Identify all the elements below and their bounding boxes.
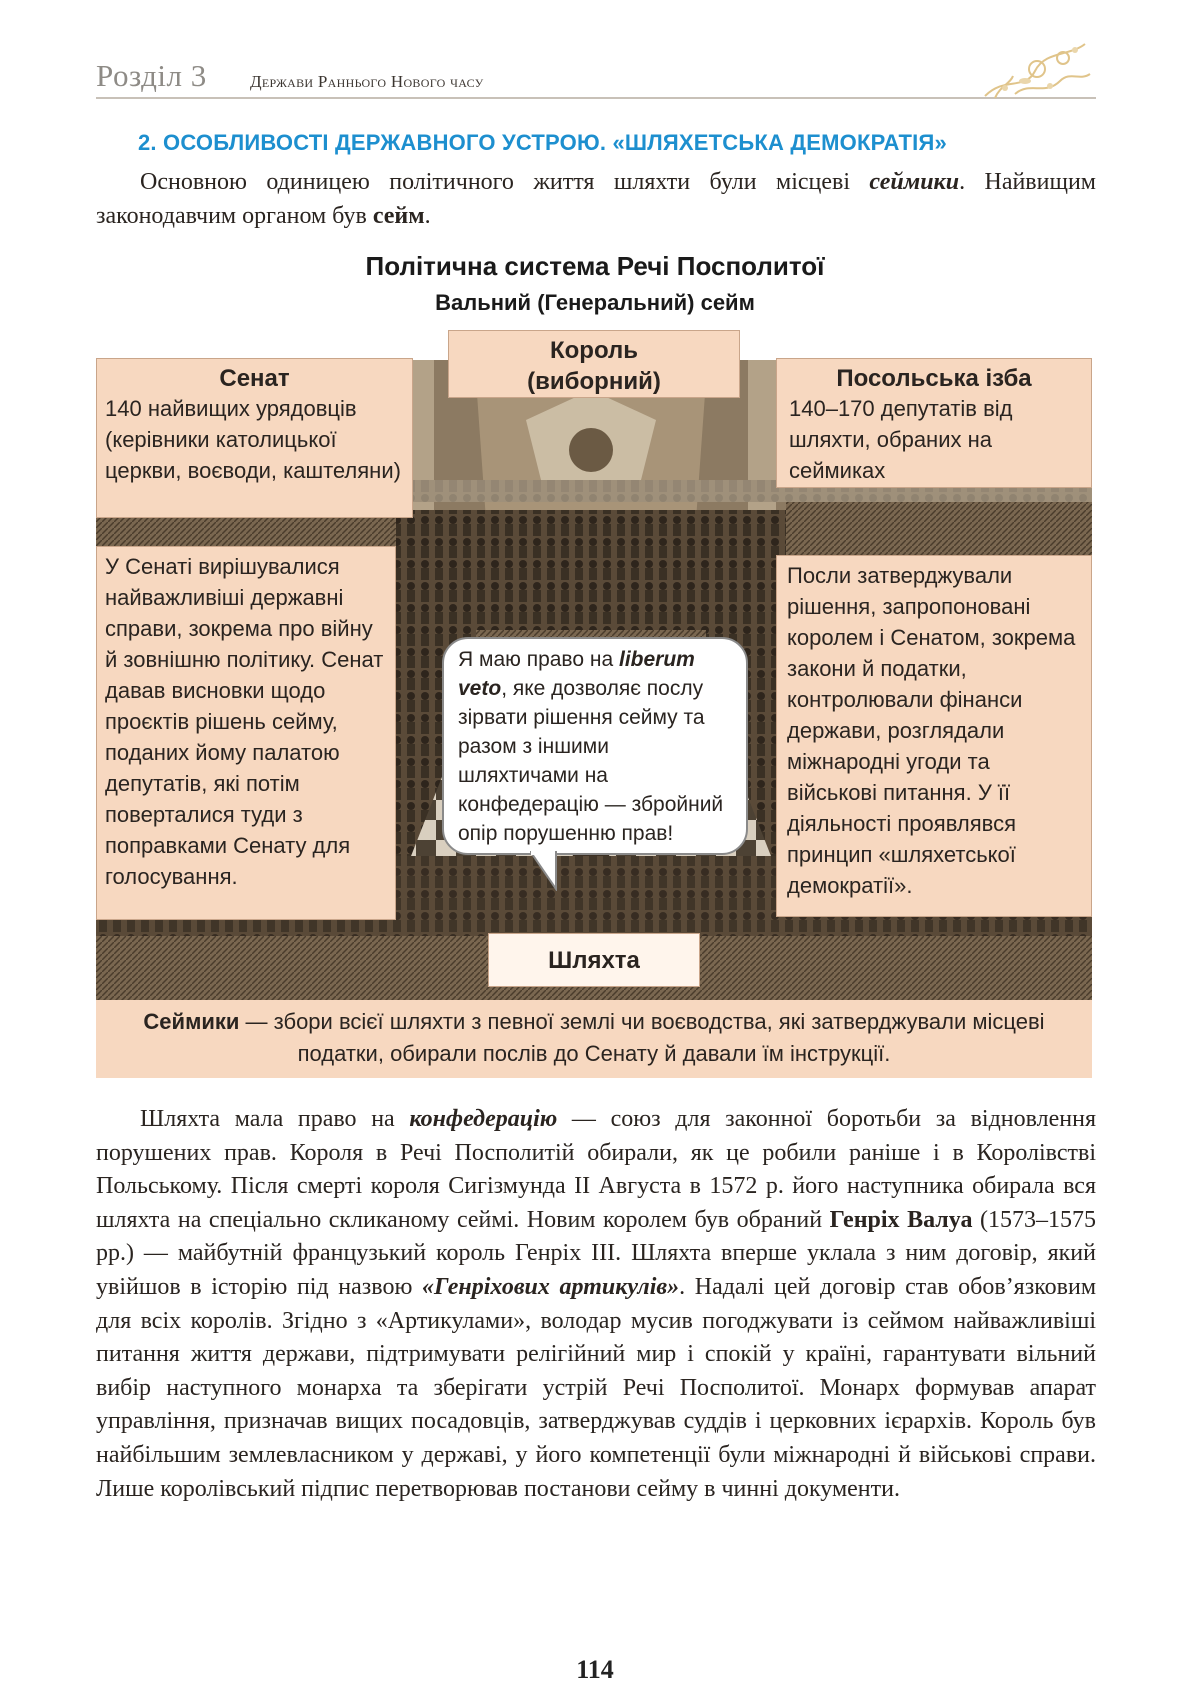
bubble-text: , яке дозволяє послу зірвати рішення сейму та разом з іншими шляхтичами на конфедерацію — збройний опір порушенню прав! xyxy=(458,677,724,845)
senate-box xyxy=(96,358,413,518)
intro-paragraph xyxy=(96,166,1096,233)
sejmiki-definition-box xyxy=(96,1000,1092,1078)
chapter-title: Держави Раннього Нового часу xyxy=(250,72,484,91)
term-henrician-articles: «Генріхових артикулів» xyxy=(422,1273,680,1300)
senate-description-box xyxy=(96,546,396,920)
embassy-title: Посольська ізба xyxy=(836,365,1032,392)
chapter-label: Розділ 3 xyxy=(96,58,207,93)
page-number: 114 xyxy=(576,1655,614,1684)
senate-composition: 140 найвищих урядовців (керівники католицької церкви, воєводи, каштеляни) xyxy=(105,396,401,483)
intro-text: . xyxy=(424,202,431,229)
sejmiki-term: Сеймики xyxy=(143,1009,240,1034)
body-text: — союз для законної боротьби за відновлення порушених прав. Короля в Речі Посполитій обирали, як це робили раніше і в Королівстві Польському. Після смерті короля Сигізмунда II Августа в 1572 р. його наступника обирала вся шляхта на спеціально скликаному сеймі. Новим королем був обраний xyxy=(96,1106,1096,1233)
king-title: Король xyxy=(549,337,639,364)
intro-text: . Найвищим законодавчим органом був xyxy=(96,169,1096,229)
sejmiki-definition xyxy=(106,1006,1082,1070)
king-subtitle: (виборний) xyxy=(527,368,661,395)
body-text: . Надалі цей договір став обов’язковим для всіх королів. Згідно з «Артикулами», володар мусив погоджувати із сеймом найважливіші питання життя держави, підтримувати релігійний мир і спокій у країні, гарантувати вільний вибір наступного монарха та зберігати устрій Речі Посполитої. Монарх формував апарат управління, призначав вищих посадовців, затверджував суддів і церковних ієрархів. Король був найбільшим землевласником у державі, у його компетенції були міжнародні й військові справи. Лише королівський підпис перетворював постанови сейму в чинні документи. xyxy=(96,1273,1097,1502)
king-box xyxy=(448,330,740,398)
diagram-title: Політична система Речі Посполитої xyxy=(365,251,825,281)
embassy-description-box xyxy=(776,555,1092,917)
term-sejm: сейм xyxy=(372,202,425,229)
sejmiki-text: — збори всієї шляхти з певної землі чи воєводства, які затверджували місцеві податки, обирали послів до Сенату й давали їм інструкції. xyxy=(239,1009,1045,1066)
senate-title: Сенат xyxy=(219,365,290,392)
header-rule xyxy=(96,97,1096,99)
embassy-composition: 140–170 депутатів від шляхти, обраних на сеймиках xyxy=(789,396,1013,483)
embassy-description: Посли затверджували рішення, запропоновані королем і Сенатом, зокрема закони й податки, контролювали фінанси держави, розглядали міжнародні угоди та військові питання. У її діяльності проявлявся принцип «шляхетської демократії». xyxy=(787,563,1076,898)
diagram-subtitle: Вальний (Генеральний) сейм xyxy=(435,290,755,315)
gentry-box xyxy=(488,933,700,987)
senate-description: У Сенаті вирішувалися найважливіші державні справи, зокрема про війну й зовнішню політику. Сенат давав висновки щодо проєктів рішень сейму, поданих йому палатою депутатів, які потім поверталися туди з поправками Сенату для голосування. xyxy=(105,554,384,889)
bubble-text: Я маю право на xyxy=(458,648,619,671)
embassy-box xyxy=(776,358,1092,488)
term-henri-valois: Генріх Валуа xyxy=(829,1206,973,1233)
gentry-label: Шляхта xyxy=(548,947,640,974)
term-sejmiki: сеймики xyxy=(869,169,960,195)
body-text: (1573–1575 рр.) — майбутній французький король Генріх III. Шляхта вперше уклала з ним договір, який увійшов в історію під назвою xyxy=(96,1206,1097,1300)
liberum-veto-term: liberum veto xyxy=(458,648,695,700)
floral-ornament-icon xyxy=(975,36,1095,110)
intro-text: Основною одиницею політичного життя шляхти були місцеві xyxy=(140,169,870,195)
section-heading: 2. ОСОБЛИВОСТІ ДЕРЖАВНОГО УСТРОЮ. «ШЛЯХЕТСЬКА ДЕМОКРАТІЯ» xyxy=(138,130,947,155)
liberum-veto-speech-bubble xyxy=(442,637,748,855)
speech-bubble-tail-icon xyxy=(530,851,570,891)
term-confederation: конфедерацію xyxy=(409,1106,558,1132)
body-paragraph xyxy=(96,1103,1096,1506)
body-text: Шляхта мала право на xyxy=(140,1106,410,1132)
